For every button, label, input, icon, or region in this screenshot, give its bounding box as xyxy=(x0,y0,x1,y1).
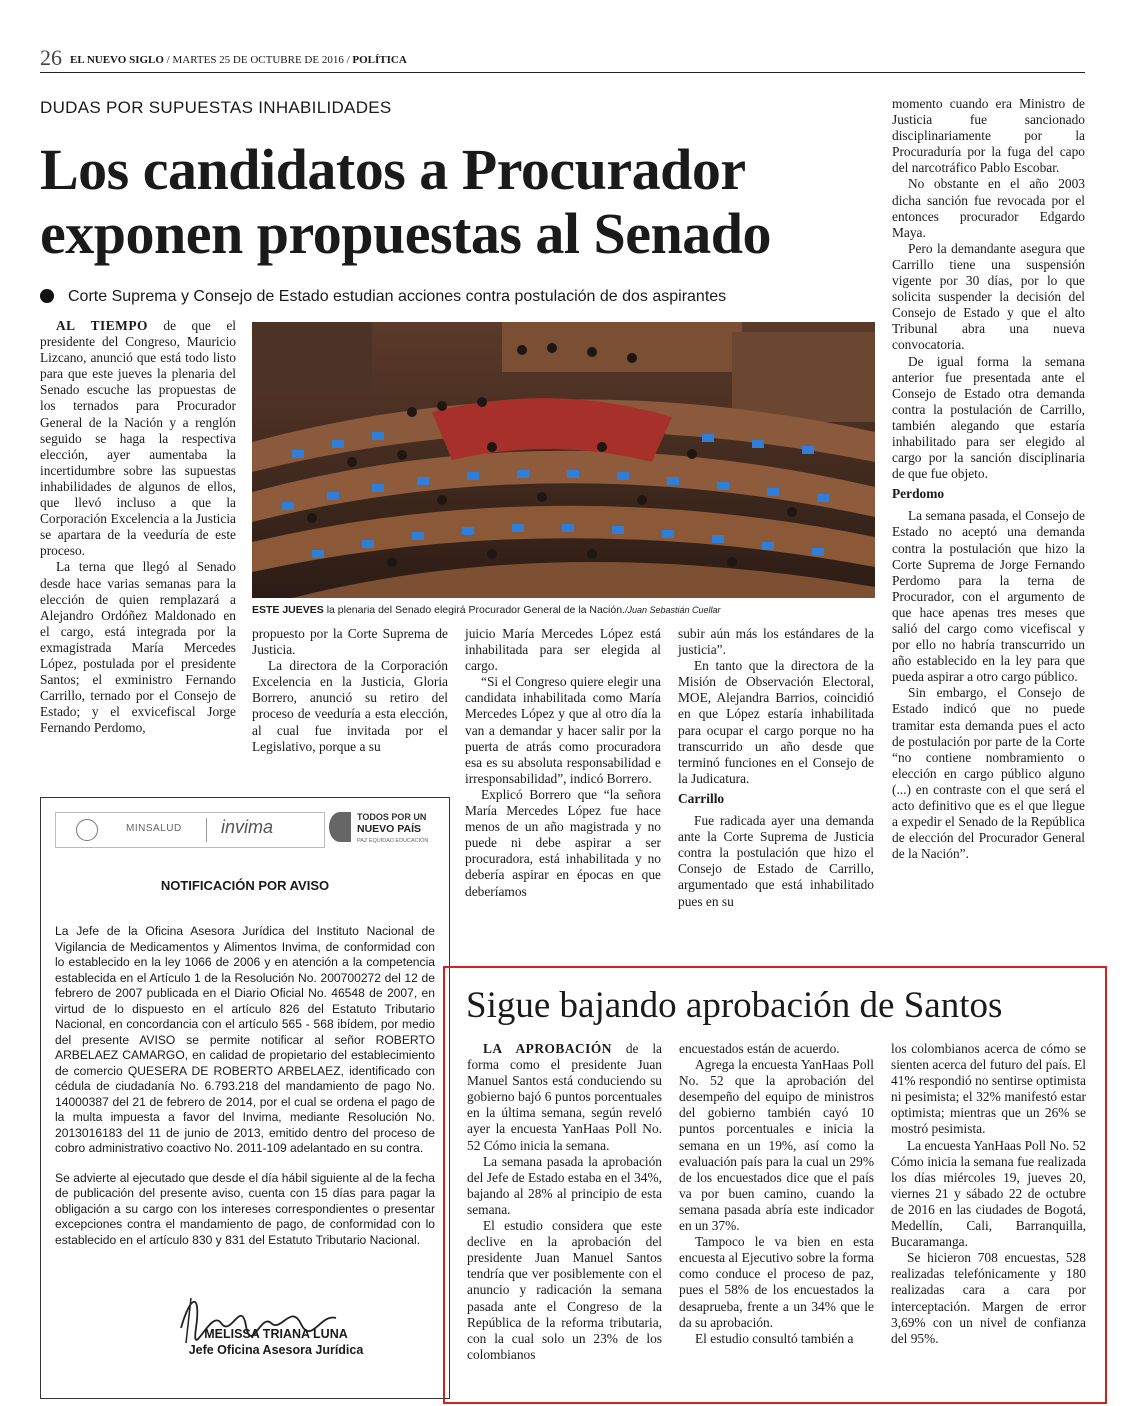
sidebar-column-3 xyxy=(891,1041,1086,1347)
notice-body xyxy=(55,924,435,1262)
paragraph: Sin embargo, el Consejo de Estado indicó que no puede tramitar esta demanda pues el acto de postulación por parte de la Corte “no contiene nombramiento o elección en cargo público alguno (...) en contraste con el que será el acto definitivo que es el que llegue a expedir el Senado de la República de elección del Procurador General de la Nación”. xyxy=(892,685,1085,862)
issue-date: / MARTES 25 DE OCTUBRE DE 2016 / xyxy=(163,54,353,66)
paragraph: En tanto que la directora de la Misión de Observación Electoral, MOE, Alejandra Barrios, coincidió en que López estaría inhabilitada para ocupar el cargo porque no ha transcurrido un año desde que terminó funciones en el Consejo de la Judicatura. xyxy=(678,658,874,786)
coat-of-arms-icon xyxy=(76,819,98,841)
subhead-text: Corte Suprema y Consejo de Estado estudian acciones contra postulación de dos aspirantes xyxy=(68,288,727,305)
caption-text: la plenaria del Senado elegirá Procurador General de la Nación. xyxy=(323,604,625,616)
paragraph: Tampoco le va bien en esta encuesta al Ejecutivo sobre la forma como conduce el proceso de paz, pues el 58% de los encuestados la desaprueba, frente a un 34% que le da su aprobación. xyxy=(679,1234,874,1330)
paragraph: Se hicieron 708 encuestas, 528 realizadas telefónicamente y 180 realizadas cara a cara por interceptación. Margen de error 3,69% con un nivel de confianza del 95%. xyxy=(891,1250,1086,1346)
paragraph: El estudio consultó también a xyxy=(695,1330,854,1346)
photo-credit: /Juan Sebastián Cuellar xyxy=(624,605,721,615)
paragraph: “Si el Congreso quiere elegir una candidata inhabilitada como María Mercedes López y que al otro día la van a demandar y hacer salir por la puerta de atrás como procuradora esa es su absoluta responsabilidad e irresponsabilidad”, indicó Borrero. xyxy=(465,674,661,786)
paragraph xyxy=(467,1041,662,1154)
senate-chamber-illustration xyxy=(252,322,875,598)
invima-logo: invima xyxy=(221,817,274,837)
sidebar-column-1 xyxy=(467,1041,662,1363)
logo-divider xyxy=(206,818,207,842)
section-name: POLÍTICA xyxy=(352,54,407,66)
article-column-1 xyxy=(40,318,236,736)
notice-title: NOTIFICACIÓN POR AVISO xyxy=(160,878,330,893)
article-column-4 xyxy=(678,626,874,910)
signature-block xyxy=(161,1326,391,1358)
masthead-name: EL NUEVO SIGLO xyxy=(70,54,164,66)
paragraph xyxy=(40,318,236,559)
page-header xyxy=(40,45,1085,73)
caption-lead: ESTE JUEVES xyxy=(252,604,324,616)
sidebar-column-2 xyxy=(679,1041,874,1347)
paragraph: los colombianos acerca de cómo se sienten acerca del futuro del país. El 41% respondió no sentirse optimista ni pesimista; el 32% manifestó estar optimista; mientras que un 26% se mostró pesimista. xyxy=(891,1041,1086,1137)
paragraph: La semana pasada la aprobación del Jefe de Estado estaba en el 34%, bajando al 28% al principio de esta semana. xyxy=(467,1153,662,1217)
paragraph-text: de la forma como el presidente Juan Manuel Santos está conduciendo su gobierno bajó 6 puntos porcentuales en la última semana, según reveló ayer la encuesta YanHaas Poll No. 52 Cómo inicia la semana. xyxy=(467,1041,662,1153)
page-meta xyxy=(70,54,407,66)
sidebar-headline: Sigue bajando aprobación de Santos xyxy=(466,985,1003,1026)
article-column-2 xyxy=(252,626,448,755)
photo-caption xyxy=(252,604,875,616)
paragraph-text: de que el presidente del Congreso, Mauricio Lizcano, anunció que está todo listo para que este jueves la plenaria del Senado escuche las propuestas de los ternados para Procurador General de la Nación y a renglón seguido se haga la respectiva elección, ayer aumentaba la incertidumbre sobre las supuestas inhabilidades de algunos de ellos, que llevó incluso a que la Corporación Excelencia a la Justicia se apartara de la veeduría de este proceso. xyxy=(40,318,236,559)
bullet-icon xyxy=(40,289,54,303)
signer-title: Jefe Oficina Asesora Jurídica xyxy=(188,1343,364,1357)
notice-logo-bar xyxy=(55,812,325,848)
article-column-right xyxy=(892,96,1085,862)
notice-paragraph: Se advierte al ejecutado que desde el día hábil siguiente al de la fecha de publicación del presente aviso, cuenta con 15 días para pagar la obligación a su cargo con los intereses correspondientes o presentar excepciones contra el mandamiento de pago, de conformidad con lo establecido en el artículo 830 y 831 del Estatuto Tributario Nacional. xyxy=(55,1170,435,1247)
paragraph: De igual forma la semana anterior fue presentada ante el Consejo de Estado otra demanda contra la postulación de Carrillo, también alegando que estaría inhabilitado para ser elegido al cargo por la sanción disciplinaria de que fue objeto. xyxy=(892,353,1085,482)
paragraph: momento cuando era Ministro de Justicia fue sancionado disciplinariamente por la Procuraduría por la fuga del capo del narcotráfico Pablo Escobar. xyxy=(892,96,1085,176)
section-subhead: Carrillo xyxy=(678,790,725,806)
article-column-3 xyxy=(465,626,661,900)
article-headline: Los candidatos a Procurador exponen propuestas al Senado xyxy=(40,137,772,266)
lead-in: AL TIEMPO xyxy=(56,318,148,333)
paragraph: La directora de la Corporación Excelencia en la Justicia, Gloria Borrero, anunció su retiro del proceso de veeduría a esta elección, al cual fue invitada por el Legislativo, porque a su xyxy=(252,658,448,754)
nuevo-pais-logo xyxy=(329,810,439,854)
nuevo-pais-icon xyxy=(329,812,351,842)
minsalud-logo: MINSALUD xyxy=(126,823,182,834)
paragraph: El estudio considera que este declive en la aprobación del presidente Juan Manuel Santos tendría que ver posiblemente con el anuncio y radicación la semana pasada ante el Congreso de la República de la reforma tributaria, con la cual solo un 23% de los colombianos xyxy=(467,1218,662,1362)
article-subhead xyxy=(40,288,880,306)
notice-paragraph: La Jefe de la Oficina Asesora Jurídica del Instituto Nacional de Vigilancia de Medicamentos y Alimentos Invima, de conformidad con lo establecido en la ley 1066 de 2006 y en atención a la competencia establecida en el Artículo 1 de la Resolución No. 200700272 del 12 de febrero de 2007 publicada en el Diario Oficial No. 46548 de 2007, en virtud de lo dispuesto en el artículo 826 del Estatuto Tributario Nacional, en concordancia con el artículo 565 - 568 ibídem, por medio del presente AVISO se permite notificar al señor ROBERTO ARBELAEZ CAMARGO, en calidad de propietario del establecimiento de comercio QUESERA DE ROBERTO ARBELAEZ, identificado con cédula de ciudadanía No. 6.793.218 del mandamiento de pago No. 14000387 del 21 de febrero de 2014, por el cual se ordena el pago de la multa impuesta a favor del Invima, mediante Resolución No. 2013016183 del 11 de junio de 2013, emitido dentro del proceso de cobro administrativo coactivo No. 2011-109 adelantado en su contra. xyxy=(55,924,435,1155)
paragraph: Fue radicada ayer una demanda ante la Corte Suprema de Justicia contra la postulación que hizo el Consejo de Estado de Carrillo, argumentado que está inhabilitado pues en su xyxy=(678,813,874,909)
paragraph: La encuesta YanHaas Poll No. 52 Cómo inicia la semana fue realizada los días miércoles 19, jueves 20, viernes 21 y sábado 22 de octubre de 2016 en las ciudades de Bogotá, Medellín, Cali, Barranquilla, Bucaramanga. xyxy=(891,1137,1086,1250)
logo-slogan-2: NUEVO PAÍS xyxy=(357,823,421,835)
senate-plenary-photo xyxy=(252,322,875,598)
paragraph: encuestados están de acuerdo. xyxy=(679,1041,840,1056)
logo-slogan-3: PAZ EQUIDAD EDUCACIÓN xyxy=(357,838,429,844)
paragraph: Agrega la encuesta YanHaas Poll No. 52 que la aprobación del desempeño del equipo de ministros del gobierno también cayó 10 puntos porcentuales e inicia la semana en un 19%, así como la evaluación país para la cual un 29% de los encuestados dice que el país va por buen camino, cuando la semana pasada abría este indicador en un 37%. xyxy=(679,1057,874,1234)
paragraph: No obstante en el año 2003 dicha sanción fue revocada por el entonces procurador Edgardo Maya. xyxy=(892,176,1085,240)
paragraph: propuesto por la Corte Suprema de Justicia. xyxy=(252,626,448,658)
paragraph: Pero la demandante asegura que Carrillo tiene una suspensión vigente por 30 días, por lo que solicita suspender la decisión del Consejo de Estado y que el alto Tribunal abra una nueva convocatoria. xyxy=(892,240,1085,353)
paragraph: Explicó Borrero que “la señora María Mercedes López fue hace menos de un año magistrada y no puede ni debe aspirar a ser procuradora, está inhabilitada y no debería aspirar en épocas en que deberíamos xyxy=(465,786,661,899)
article-kicker: DUDAS POR SUPUESTAS INHABILIDADES xyxy=(40,98,392,117)
paragraph: subir aún más los estándares de la justicia”. xyxy=(678,626,874,658)
signer-name: MELISSA TRIANA LUNA xyxy=(204,1327,348,1341)
page-number: 26 xyxy=(40,45,62,70)
legal-notice-ad xyxy=(40,797,450,1399)
paragraph: La terna que llegó al Senado desde hace varias semanas para la elección de quien remplazará a Alejandro Ordóñez Maldonado en el cargo, está integrada por la exmagistrada María Mercedes López, postulada por el presidente Santos; el exministro Fernando Carrillo, ternado por el Consejo de Estado; y el exvicefiscal Jorge Fernando Perdomo, xyxy=(40,559,236,736)
section-subhead: Perdomo xyxy=(892,486,945,502)
lead-in: LA APROBACIÓN xyxy=(483,1041,612,1056)
logo-slogan-1: TODOS POR UN xyxy=(357,812,427,822)
paragraph: juicio María Mercedes López está inhabilitada para ser elegida al cargo. xyxy=(465,626,661,674)
paragraph: La semana pasada, el Consejo de Estado no aceptó una demanda contra la postulación que hizo la Corte Suprema de Jorge Fernando Perdomo para la terna de Procurador, con el argumento de que hace apenas tres meses que salió del cargo como vicefiscal y por ello no habría transcurrido un año establecido en la ley para que pueda aspirar a otro cargo público. xyxy=(892,508,1085,685)
